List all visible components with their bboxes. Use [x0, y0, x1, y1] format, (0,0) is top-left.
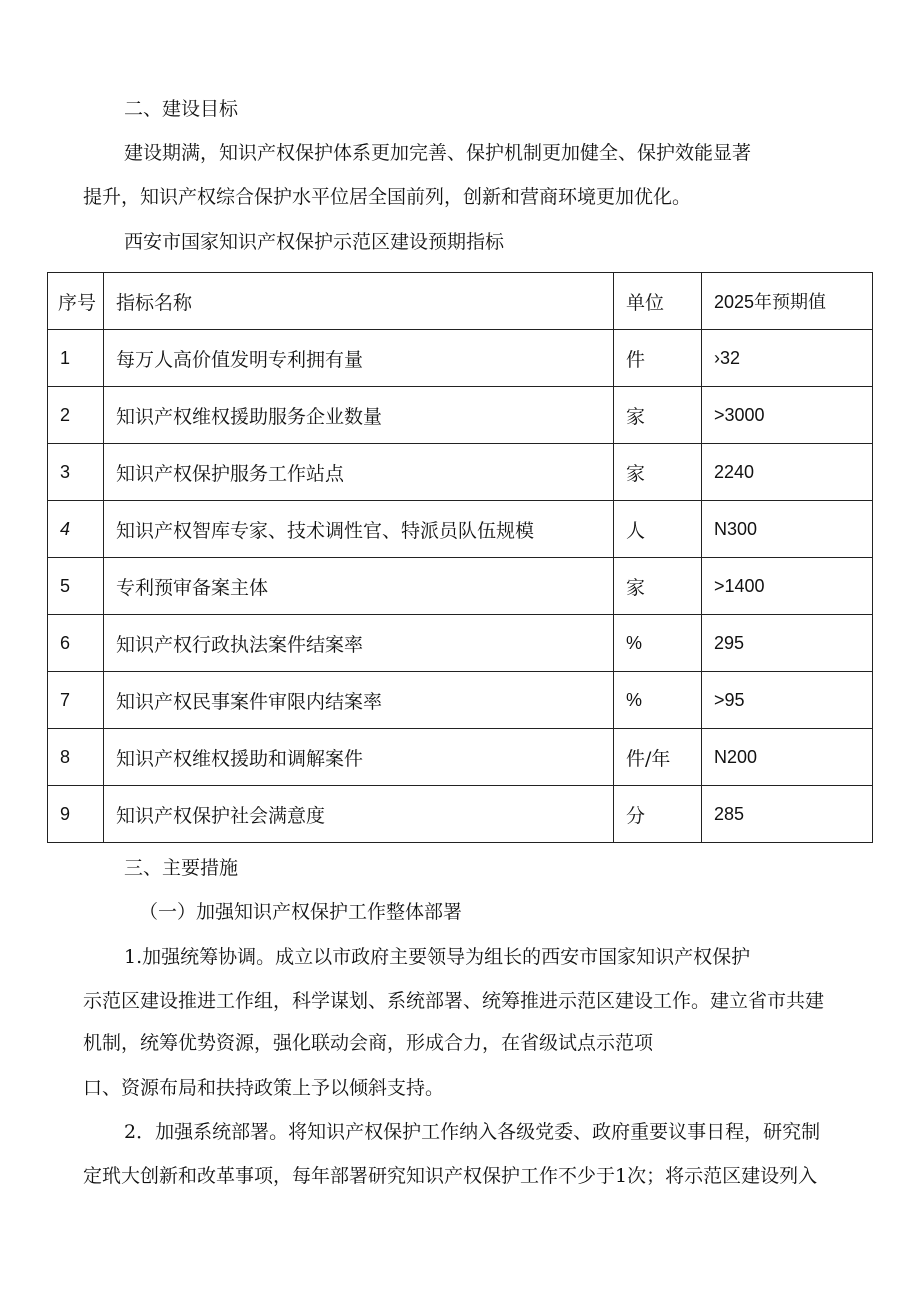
table-header-row	[48, 273, 873, 330]
table-row	[48, 786, 873, 843]
row-unit: 家	[614, 444, 702, 501]
measure-1-line-1: 1.加强统筹协调。成立以市政府主要领导为组长的西安市国家知识产权保护	[124, 946, 751, 968]
row-no: 6	[48, 615, 104, 672]
section-heading-measures: 三、主要措施	[124, 857, 239, 879]
table-row	[48, 330, 873, 387]
subsection-heading-1: （一）加强知识产权保护工作整体部署	[139, 901, 463, 923]
row-name: 专利预审备案主体	[104, 558, 614, 615]
row-unit: 家	[614, 558, 702, 615]
measure-2-line-2: 定玳大创新和改革事项，每年部署研究知识产权保护工作不少于1次；将示范区建设列入	[83, 1165, 818, 1187]
row-unit: %	[614, 672, 702, 729]
table-caption: 西安市国家知识产权保护示范区建设预期指标	[124, 231, 505, 253]
indicator-table	[47, 272, 873, 843]
header-target: 2025年预期值	[702, 273, 873, 330]
row-name: 知识产权民事案件审限内结案率	[104, 672, 614, 729]
table-row	[48, 558, 873, 615]
measure-1-line-2: 示范区建设推进工作组，科学谋划、系统部署、统筹推进示范区建设工作。建立省市共建	[83, 990, 825, 1012]
row-no: 4	[48, 501, 104, 558]
row-value: 285	[702, 786, 873, 843]
row-no: 8	[48, 729, 104, 786]
row-name: 知识产权行政执法案件结案率	[104, 615, 614, 672]
row-no: 1	[48, 330, 104, 387]
row-no: 5	[48, 558, 104, 615]
row-no: 9	[48, 786, 104, 843]
row-name: 知识产权智库专家、技术调性官、特派员队伍规模	[104, 501, 614, 558]
table-row	[48, 387, 873, 444]
row-no: 2	[48, 387, 104, 444]
row-no: 3	[48, 444, 104, 501]
row-name: 知识产权保护社会满意度	[104, 786, 614, 843]
row-value: >95	[702, 672, 873, 729]
goals-paragraph-line-2: 提升，知识产权综合保护水平位居全国前列，创新和营商环境更加优化。	[83, 186, 692, 208]
row-value: N300	[702, 501, 873, 558]
table-row	[48, 444, 873, 501]
table-row	[48, 672, 873, 729]
row-name: 知识产权维权援助服务企业数量	[104, 387, 614, 444]
table-row	[48, 501, 873, 558]
header-name: 指标名称	[104, 273, 614, 330]
measure-2-line-1: 2．加强系统部署。将知识产权保护工作纳入各级党委、政府重要议事日程，研究制	[124, 1121, 821, 1143]
row-value: >1400	[702, 558, 873, 615]
row-unit: 件	[614, 330, 702, 387]
measure-1-line-3: 机制，统筹优势资源，强化联动会商，形成合力，在省级试点示范项	[83, 1032, 654, 1054]
row-unit: 人	[614, 501, 702, 558]
row-unit: 分	[614, 786, 702, 843]
row-name: 知识产权保护服务工作站点	[104, 444, 614, 501]
row-unit: %	[614, 615, 702, 672]
row-value: 295	[702, 615, 873, 672]
measure-1-line-4: 口、资源布局和扶持政策上予以倾斜支持。	[83, 1077, 445, 1099]
header-no: 序号	[48, 273, 104, 330]
row-value: ›32	[702, 330, 873, 387]
row-unit: 家	[614, 387, 702, 444]
table-row	[48, 729, 873, 786]
header-unit: 单位	[614, 273, 702, 330]
row-value: >3000	[702, 387, 873, 444]
row-unit: 件/年	[614, 729, 702, 786]
row-value: N200	[702, 729, 873, 786]
row-name: 知识产权维权援助和调解案件	[104, 729, 614, 786]
table-row	[48, 615, 873, 672]
section-heading-goals: 二、建设目标	[124, 98, 239, 120]
row-name: 每万人高价值发明专利拥有量	[104, 330, 614, 387]
row-value: 2240	[702, 444, 873, 501]
goals-paragraph-line-1: 建设期满，知识产权保护体系更加完善、保护机制更加健全、保护效能显著	[124, 142, 752, 164]
row-no: 7	[48, 672, 104, 729]
